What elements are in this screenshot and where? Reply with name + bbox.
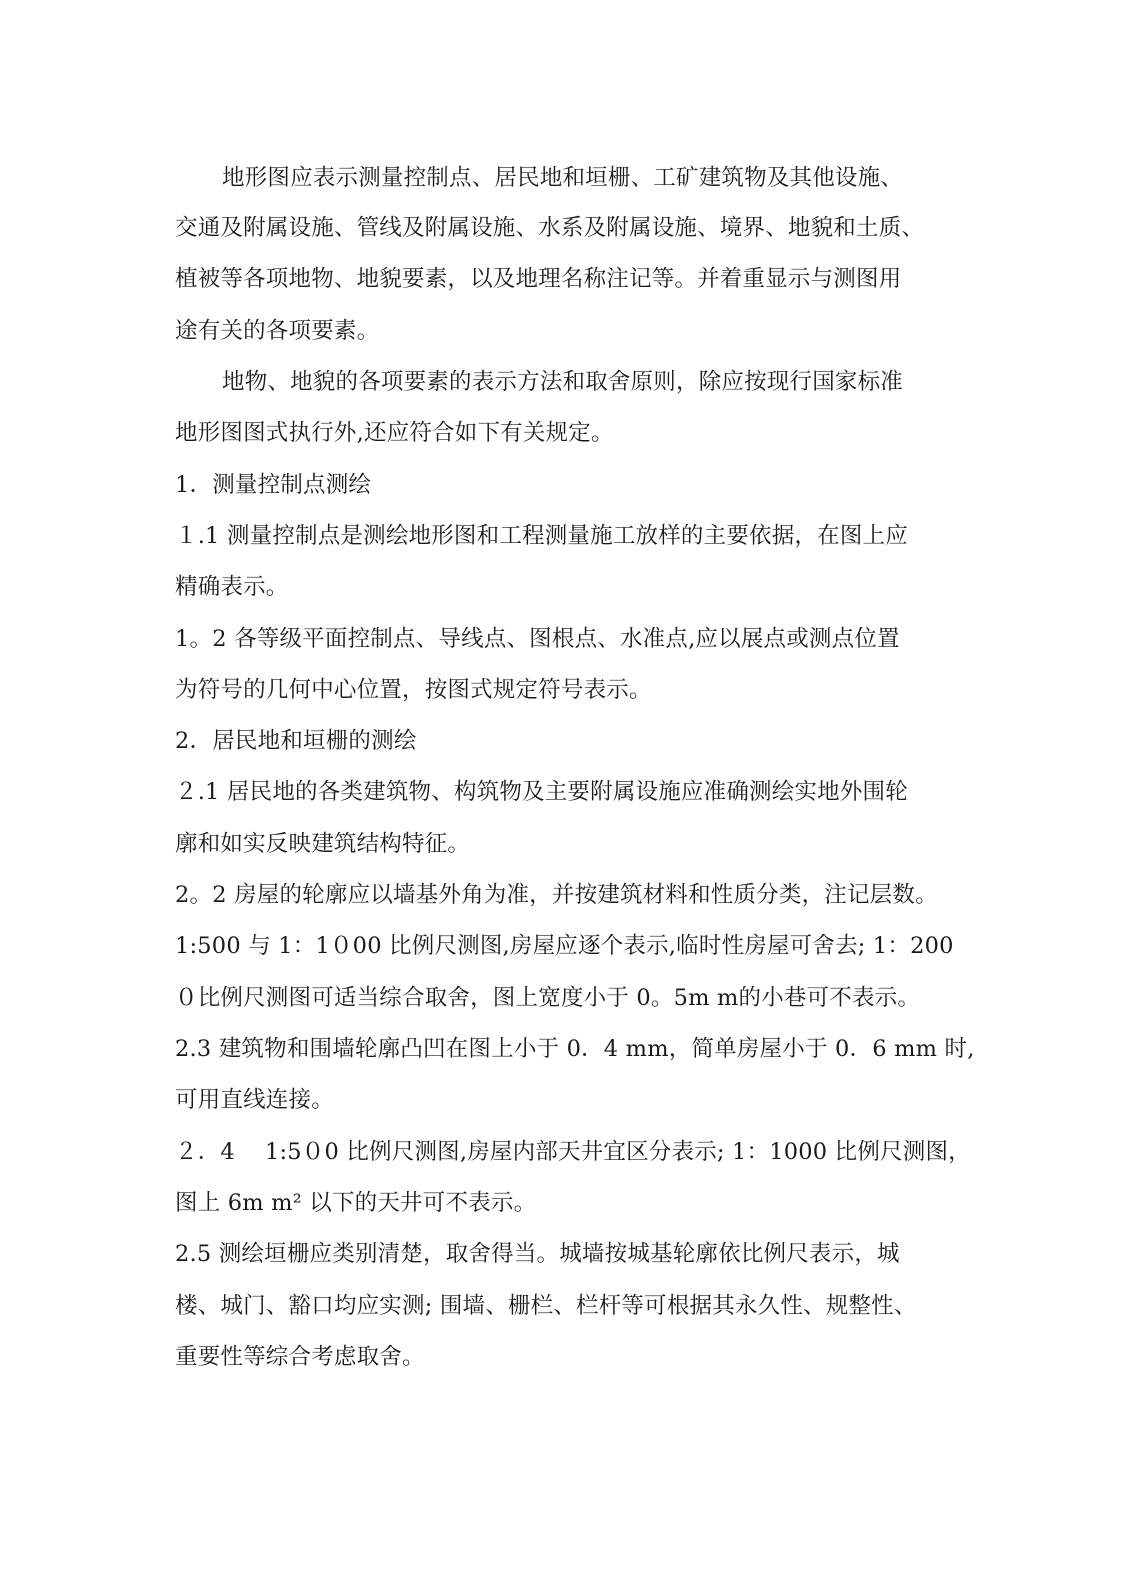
paragraph-line: 廓和如实反映建筑结构特征。: [175, 831, 471, 857]
paragraph-line: 可用直线连接。: [175, 1087, 334, 1113]
paragraph-line: ２.1 居民地的各类建筑物、构筑物及主要附属设施应准确测绘实地外围轮: [175, 779, 908, 805]
paragraph-line: 途有关的各项要素。: [175, 318, 380, 344]
paragraph-line: 交通及附属设施、管线及附属设施、水系及附属设施、境界、地貌和土质、: [175, 215, 925, 241]
paragraph-line: 1:500 与 1：1０00 比例尺测图,房屋应逐个表示,临时性房屋可舍去; 1：200: [175, 933, 954, 959]
paragraph-line: ２．4 1:5０0 比例尺测图,房屋内部天井宜区分表示; 1：1000 比例尺测图，: [175, 1139, 971, 1165]
paragraph-line: ０比例尺测图可适当综合取舍，图上宽度小于 0。5m m的小巷可不表示。: [175, 985, 921, 1011]
paragraph-line: 地物、地貌的各项要素的表示方法和取舍原则，除应按现行国家标准: [222, 369, 904, 395]
paragraph-line: 重要性等综合考虑取舍。: [175, 1344, 425, 1370]
paragraph-line: 2.5 测绘垣栅应类别清楚，取舍得当。城墙按城基轮廓依比例尺表示，城: [175, 1241, 900, 1267]
paragraph-line: 精确表示。: [175, 574, 289, 600]
paragraph-line: 2。2 房屋的轮廓应以墙基外角为准，并按建筑材料和性质分类，注记层数。: [175, 882, 938, 908]
paragraph-line: 楼、城门、豁口均应实测; 围墙、栅栏、栏杆等可根据其永久性、规整性、: [175, 1293, 917, 1319]
section-heading: 2．居民地和垣栅的测绘: [175, 728, 417, 754]
paragraph-line: 地形图图式执行外,还应符合如下有关规定。: [175, 420, 614, 446]
paragraph-line: 地形图应表示测量控制点、居民地和垣栅、工矿建筑物及其他设施、: [222, 165, 904, 191]
section-heading: 1．测量控制点测绘: [175, 472, 372, 498]
paragraph-line: 2.3 建筑物和围墙轮廓凸凹在图上小于 0．4 mm，简单房屋小于 0．6 mm 时,: [175, 1036, 975, 1062]
paragraph-line: 图上 6m m² 以下的天井可不表示。: [175, 1190, 537, 1216]
paragraph-line: 为符号的几何中心位置，按图式规定符号表示。: [175, 677, 652, 703]
paragraph-line: １.1 测量控制点是测绘地形图和工程测量施工放样的主要依据，在图上应: [175, 523, 908, 549]
paragraph-line: 植被等各项地物、地貌要素，以及地理名称注记等。并着重显示与测图用: [175, 266, 902, 292]
paragraph-line: 1。2 各等级平面控制点、导线点、图根点、水准点,应以展点或测点位置: [175, 626, 900, 652]
